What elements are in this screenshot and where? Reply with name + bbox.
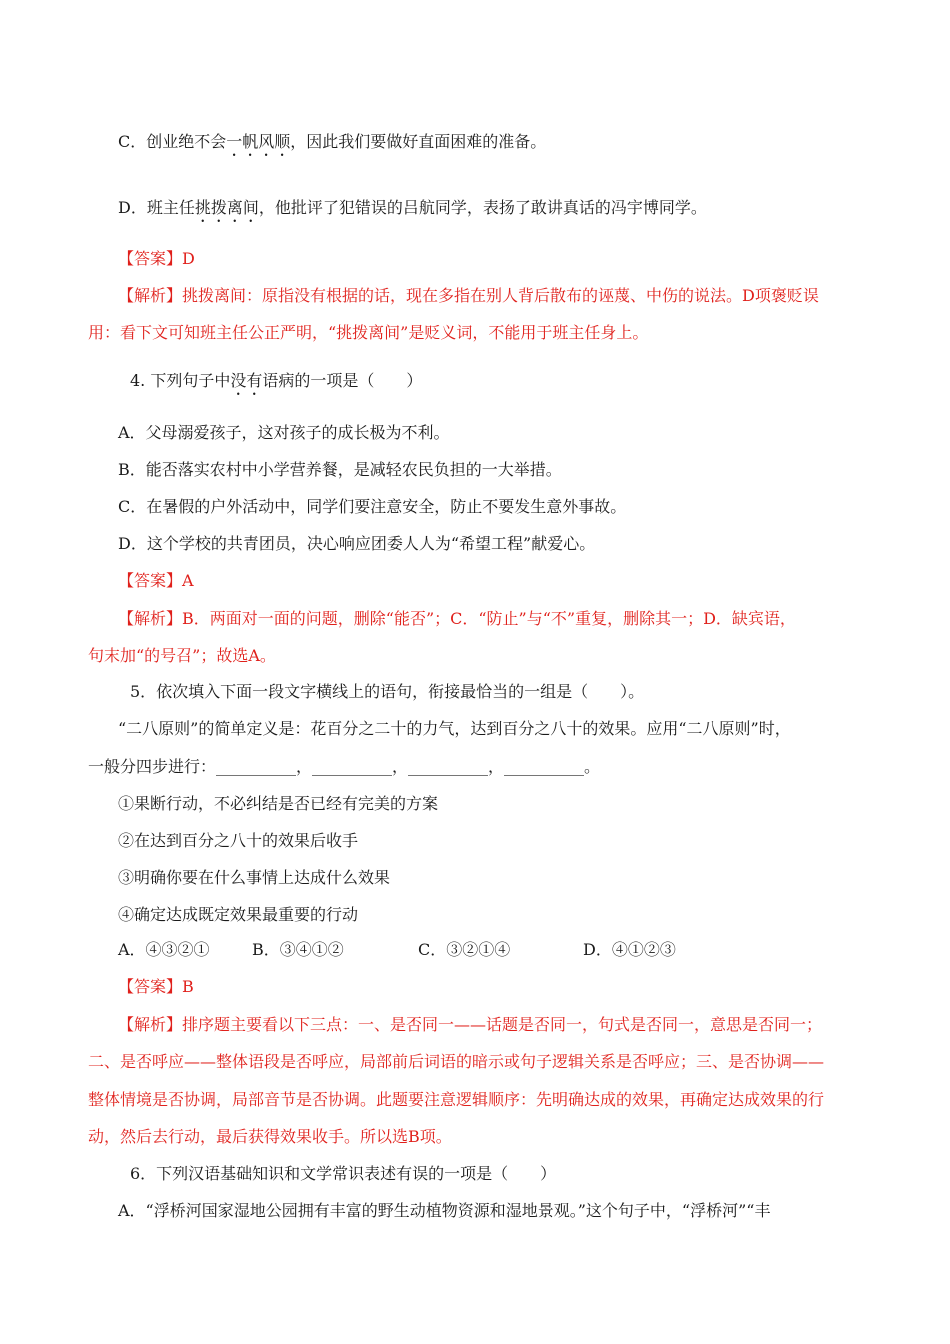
q5-choice-b: B．③④①②	[252, 940, 344, 959]
q6-option-a-line-1: A．“浮桥河国家湿地公园拥有丰富的野生动植物资源和湿地景观。”这个句子中，“浮桥河”“丰	[118, 1201, 771, 1220]
q3-option-c: C．创业绝不会一帆风顺，因此我们要做好直面困难的准备。	[118, 132, 547, 151]
q3-option-d: D．班主任挑拨离间，他批评了犯错误的吕航同学，表扬了敢讲真话的冯宇博同学。	[118, 198, 707, 217]
q5-passage-line-2: 一般分四步进行：__________，__________，__________，__________。	[88, 757, 601, 776]
q3-analysis-line-2: 用：看下文可知班主任公正严明，“挑拨离间”是贬义词，不能用于班主任身上。	[88, 323, 649, 342]
q5-answer: 【答案】B	[118, 977, 194, 996]
q5-item-2: ②在达到百分之八十的效果后收手	[118, 831, 359, 850]
q4-analysis-line-2: 句末加“的号召”；故选A。	[88, 646, 276, 665]
q5-item-1: ①果断行动，不必纠结是否已经有完美的方案	[118, 794, 439, 813]
q4-stem: 4. 下列句子中没有语病的一项是（ ）	[130, 371, 423, 390]
q4-answer: 【答案】A	[118, 571, 194, 590]
q3-analysis-line-1: 【解析】挑拨离间：原指没有根据的话，现在多指在别人背后散布的诬蔑、中伤的说法。D项褒贬误	[118, 286, 819, 305]
q5-analysis-line-1: 【解析】排序题主要看以下三点：一、是否同一——话题是否同一，句式是否同一，意思是否同一；	[118, 1015, 823, 1034]
q6-stem: 6．下列汉语基础知识和文学常识表述有误的一项是（ ）	[130, 1164, 557, 1183]
q4-option-b: B．能否落实农村中小学营养餐，是减轻农民负担的一大举措。	[118, 460, 562, 479]
q4-option-a: A．父母溺爱孩子，这对孩子的成长极为不利。	[118, 423, 450, 442]
q5-analysis-line-4: 动，然后去行动，最后获得效果收手。所以选B项。	[88, 1127, 452, 1146]
q5-item-3: ③明确你要在什么事情上达成什么效果	[118, 868, 391, 887]
q3-answer: 【答案】D	[118, 249, 195, 268]
emphasized-term: 一帆风顺	[226, 132, 291, 151]
q5-item-4: ④确定达成既定效果最重要的行动	[118, 905, 359, 924]
q5-choice-a: A．④③②①	[118, 940, 210, 959]
q5-passage-line-1: “二八原则”的简单定义是：花百分之二十的力气，达到百分之八十的效果。应用“二八原则”时，	[118, 719, 791, 738]
q5-stem: 5．依次填入下面一段文字横线上的语句，衔接最恰当的一组是（ ）。	[130, 682, 645, 701]
emphasized-term: 挑拨离间	[194, 198, 259, 217]
q4-option-c: C．在暑假的户外活动中，同学们要注意安全，防止不要发生意外事故。	[118, 497, 627, 516]
q5-choice-c: C．③②①④	[418, 940, 511, 959]
q4-option-d: D．这个学校的共青团员，决心响应团委人人为“希望工程”献爱心。	[118, 534, 596, 553]
q5-analysis-line-2: 二、是否呼应——整体语段是否呼应，局部前后词语的暗示或句子逻辑关系是否呼应；三、是否协调——	[88, 1052, 825, 1071]
q5-analysis-line-3: 整体情境是否协调，局部音节是否协调。此题要注意逻辑顺序：先明确达成的效果，再确定达成效果的行	[88, 1090, 825, 1109]
emphasized-term: 没有	[230, 371, 263, 390]
q4-analysis-line-1: 【解析】B．两面对一面的问题，删除“能否”；C．“防止”与“不”重复，删除其一；D．缺宾语，	[118, 609, 796, 628]
q5-choice-d: D．④①②③	[583, 940, 676, 959]
